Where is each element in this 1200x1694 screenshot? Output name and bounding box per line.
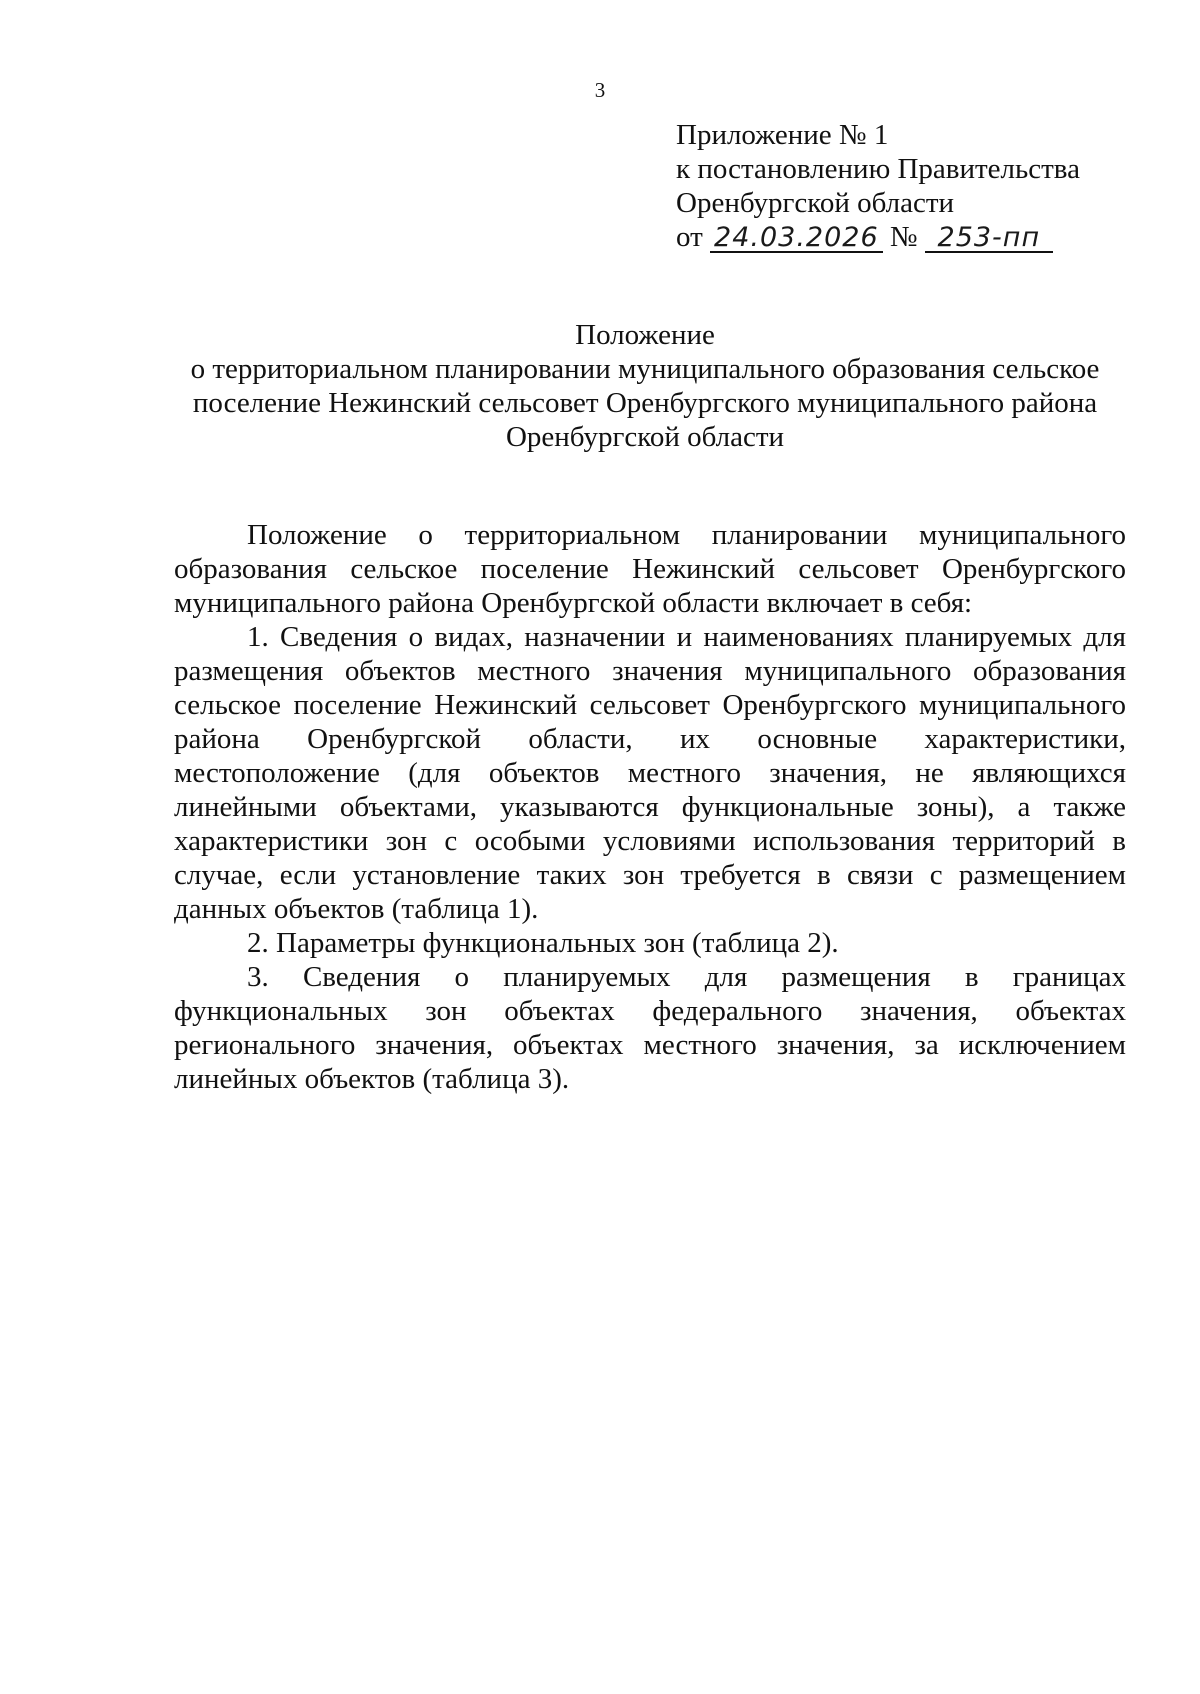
handwritten-date: 24.03.2026 bbox=[710, 225, 883, 253]
title-line-1: Положение bbox=[575, 319, 715, 351]
document-title bbox=[170, 318, 1120, 454]
intro-paragraph: Положение о территориальном планировании муниципального образования сельское поселение Нежинский сельсовет Оренбургского муниципального района Оренбургской области включает в себя: bbox=[174, 519, 1126, 619]
attachment-resolution: к постановлению Правительства bbox=[676, 153, 1080, 185]
list-item-2: 2. Параметры функциональных зон (таблица 2). bbox=[247, 927, 839, 959]
document-body bbox=[174, 518, 1126, 1096]
title-line-3: поселение Нежинский сельсовет Оренбургского муниципального района bbox=[192, 387, 1098, 419]
page-number: 3 bbox=[594, 78, 606, 102]
attachment-title: Приложение № 1 bbox=[676, 119, 889, 151]
title-line-4: Оренбургской области bbox=[505, 421, 785, 453]
list-item-1: 1. Сведения о видах, назначении и наименованиях планируемых для размещения объектов местного значения муниципального образования сельское поселение Нежинский сельсовет Оренбургского муниципального района Оренбургской области, их основные характеристики, местоположение (для объектов местного значения, не являющихся линейными объектами, указываются функциональные зоны), а также характеристики зон с особыми условиями использования территорий в случае, если установление таких зон требуется в связи с размещением данных объектов (таблица 1). bbox=[174, 621, 1126, 925]
handwritten-number: 253-пп bbox=[925, 225, 1053, 253]
title-line-2: о территориальном планировании муниципального образования сельское bbox=[190, 353, 1100, 385]
number-sign: № bbox=[889, 221, 918, 253]
list-item-3: 3. Сведения о планируемых для размещения в границах функциональных зон объектах федерального значения, объектах регионального значения, объектах местного значения, за исключением линейных объектов (таблица 3). bbox=[174, 961, 1126, 1095]
attachment-header bbox=[676, 118, 1156, 254]
from-label: от bbox=[676, 221, 703, 253]
attachment-region: Оренбургской области bbox=[676, 187, 955, 219]
attachment-date-number bbox=[676, 220, 1156, 254]
